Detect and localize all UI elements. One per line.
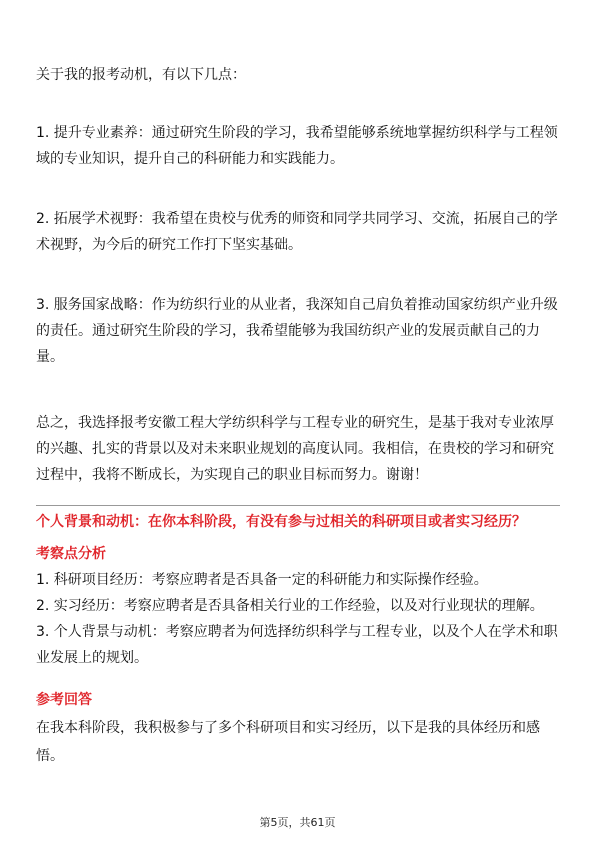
question-heading: 个人背景和动机：在你本科阶段，有没有参与过相关的科研项目或者实习经历？ [36,514,526,530]
answer-paragraph: 在我本科阶段，我积极参与了多个科研项目和实习经历，以下是我的具体经历和感悟。 [36,720,540,764]
summary-paragraph: 总之，我选择报考安徽工程大学纺织科学与工程专业的研究生，是基于我对专业浓厚的兴趣、扎实的背景以及对未来职业规划的高度认同。我相信，在贵校的学习和研究过程中，我将不断成长，为实现自己的职业目标而努力。谢谢！ [36,415,554,483]
point-3-paragraph: 3. 服务国家战略：作为纺织行业的从业者，我深知自己肩负着推动国家纺织产业升级的责任。通过研究生阶段的学习，我希望能够为我国纺织产业的发展贡献自己的力量。 [36,297,558,365]
point-1-paragraph: 1. 提升专业素养：通过研究生阶段的学习，我希望能够系统地掌握纺织科学与工程领域的专业知识，提升自己的科研能力和实践能力。 [36,125,558,167]
analysis-heading: 考察点分析 [36,546,106,562]
analysis-item: 2. 实习经历：考察应聘者是否具备相关行业的工作经验，以及对行业现状的理解。 [36,598,544,614]
answer-heading: 参考回答 [36,692,92,708]
point-2-paragraph: 2. 拓展学术视野：我希望在贵校与优秀的师资和同学共同学习、交流，拓展自己的学术视野，为今后的研究工作打下坚实基础。 [36,211,558,253]
analysis-item: 1. 科研项目经历：考察应聘者是否具备一定的科研能力和实际操作经验。 [36,572,488,588]
intro-paragraph: 关于我的报考动机，有以下几点： [36,67,246,83]
analysis-item: 3. 个人背景与动机：考察应聘者为何选择纺织科学与工程专业，以及个人在学术和职业发展上的规划。 [36,624,558,666]
analysis-list [36,567,561,671]
section-divider [36,505,560,506]
page-number-footer: 第5页，共61页 [259,816,336,829]
